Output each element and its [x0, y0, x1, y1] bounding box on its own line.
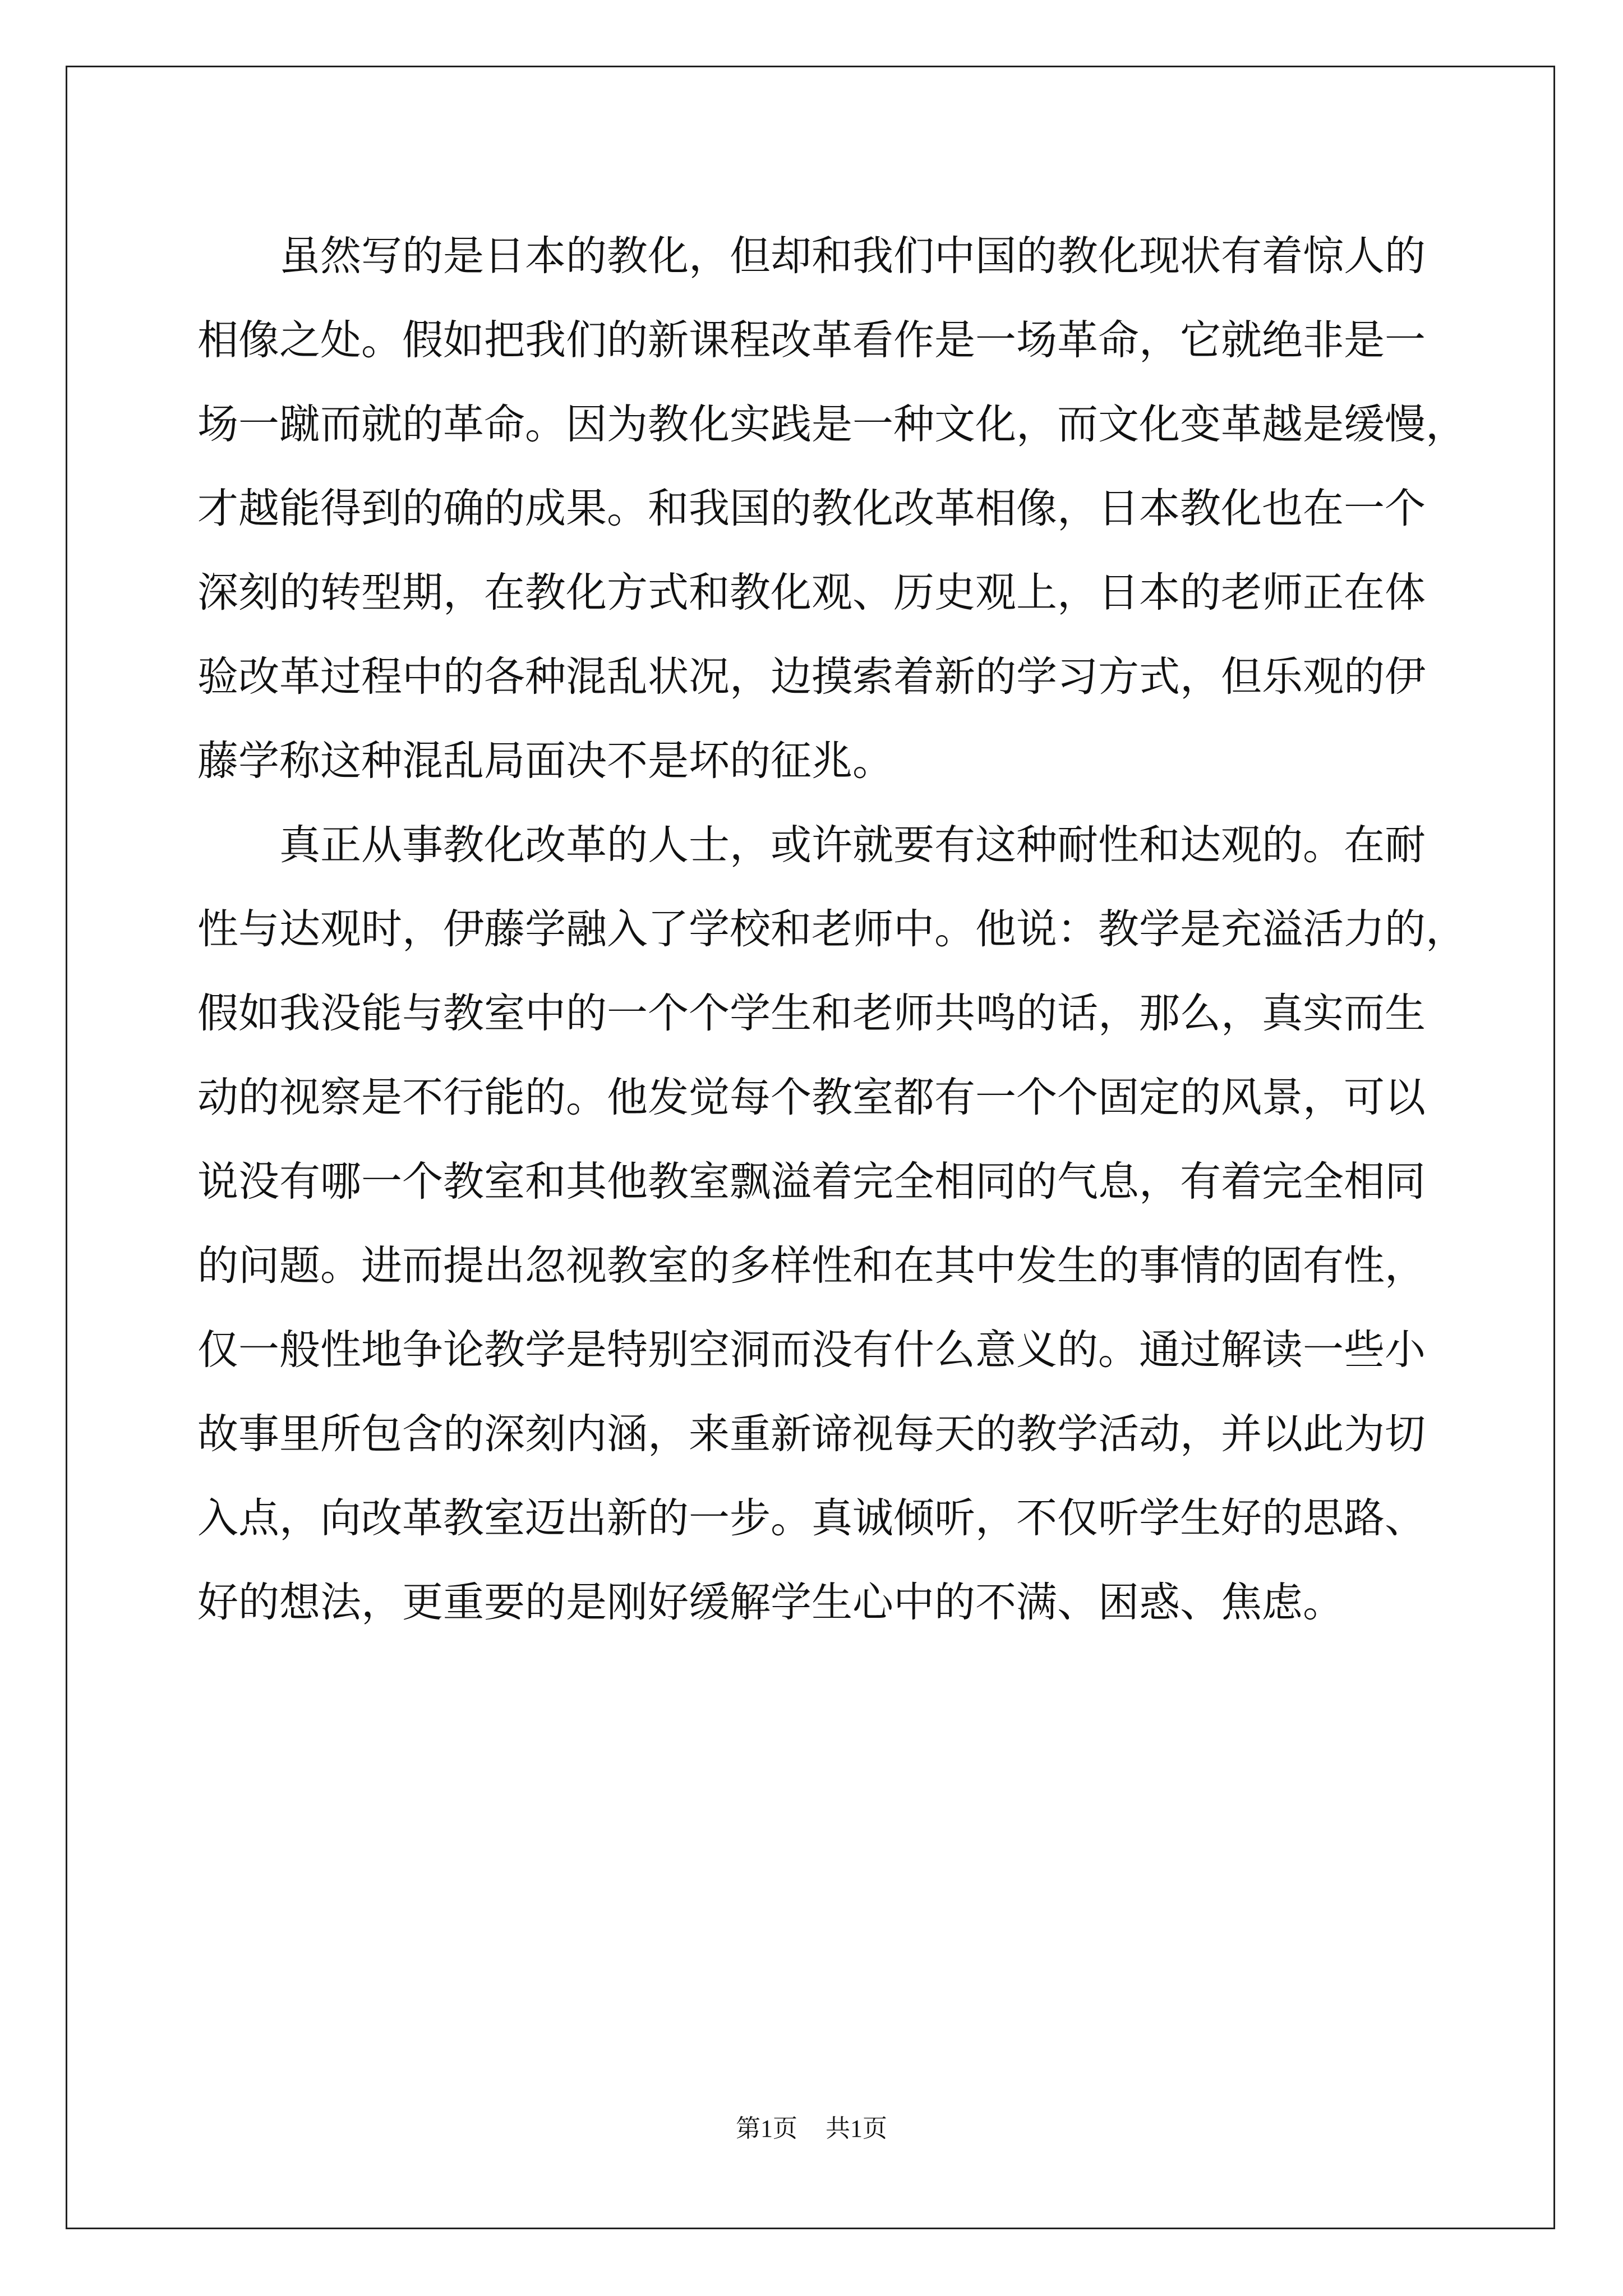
text-line: 动的视察是不行能的。他发觉每个教室都有一个个固定的风景，可以: [197, 1074, 1426, 1121]
text-line: 才越能得到的确的成果。和我国的教化改革相像，日本教化也在一个: [197, 485, 1426, 532]
text-line: 的问题。进而提出忽视教室的多样性和在其中发生的事情的固有性，: [197, 1242, 1426, 1290]
text-line: 假如我没能与教室中的一个个学生和老师共鸣的话，那么，真实而生: [197, 990, 1426, 1037]
text-line: 虽然写的是日本的教化，但却和我们中国的教化现状有着惊人的: [279, 232, 1426, 280]
text-line: 故事里所包含的深刻内涵，来重新谛视每天的教学活动，并以此为切: [197, 1410, 1426, 1458]
text-line: 真正从事教化改革的人士，或许就要有这种耐性和达观的。在耐: [279, 821, 1426, 869]
text-line: 说没有哪一个教室和其他教室飘溢着完全相同的气息，有着完全相同: [197, 1158, 1426, 1205]
page-number-total: 共1页: [826, 2115, 887, 2142]
page-footer: [0, 2112, 1623, 2146]
page-number-current: 第1页: [736, 2115, 797, 2142]
text-line: [197, 1645, 1426, 1729]
text-line: 深刻的转型期，在教化方式和教化观、历史观上，日本的老师正在体: [197, 569, 1426, 616]
paragraph-2: [197, 803, 1467, 1729]
paragraph-1: [197, 214, 1467, 803]
text-line: 性与达观时，伊藤学融入了学校和老师中。他说：教学是充溢活力的，: [197, 905, 1467, 953]
document-body: [197, 214, 1467, 1729]
text-line: 验改革过程中的各种混乱状况，边摸索着新的学习方式，但乐观的伊: [197, 653, 1426, 701]
text-line: 好的想法，更重要的是刚好缓解学生心中的不满、困惑、焦虑。: [197, 1579, 1344, 1626]
text-line: 场一蹴而就的革命。因为教化实践是一种文化，而文化变革越是缓慢，: [197, 401, 1467, 448]
text-line: 入点，向改革教室迈出新的一步。真诚倾听，不仅听学生好的思路、: [197, 1494, 1426, 1542]
text-line: 藤学称这种混乱局面决不是坏的征兆。: [197, 737, 893, 785]
text-line: 相像之处。假如把我们的新课程改革看作是一场革命，它就绝非是一: [197, 316, 1426, 364]
text-line: 仅一般性地争论教学是特别空洞而没有什么意义的。通过解读一些小: [197, 1326, 1426, 1374]
